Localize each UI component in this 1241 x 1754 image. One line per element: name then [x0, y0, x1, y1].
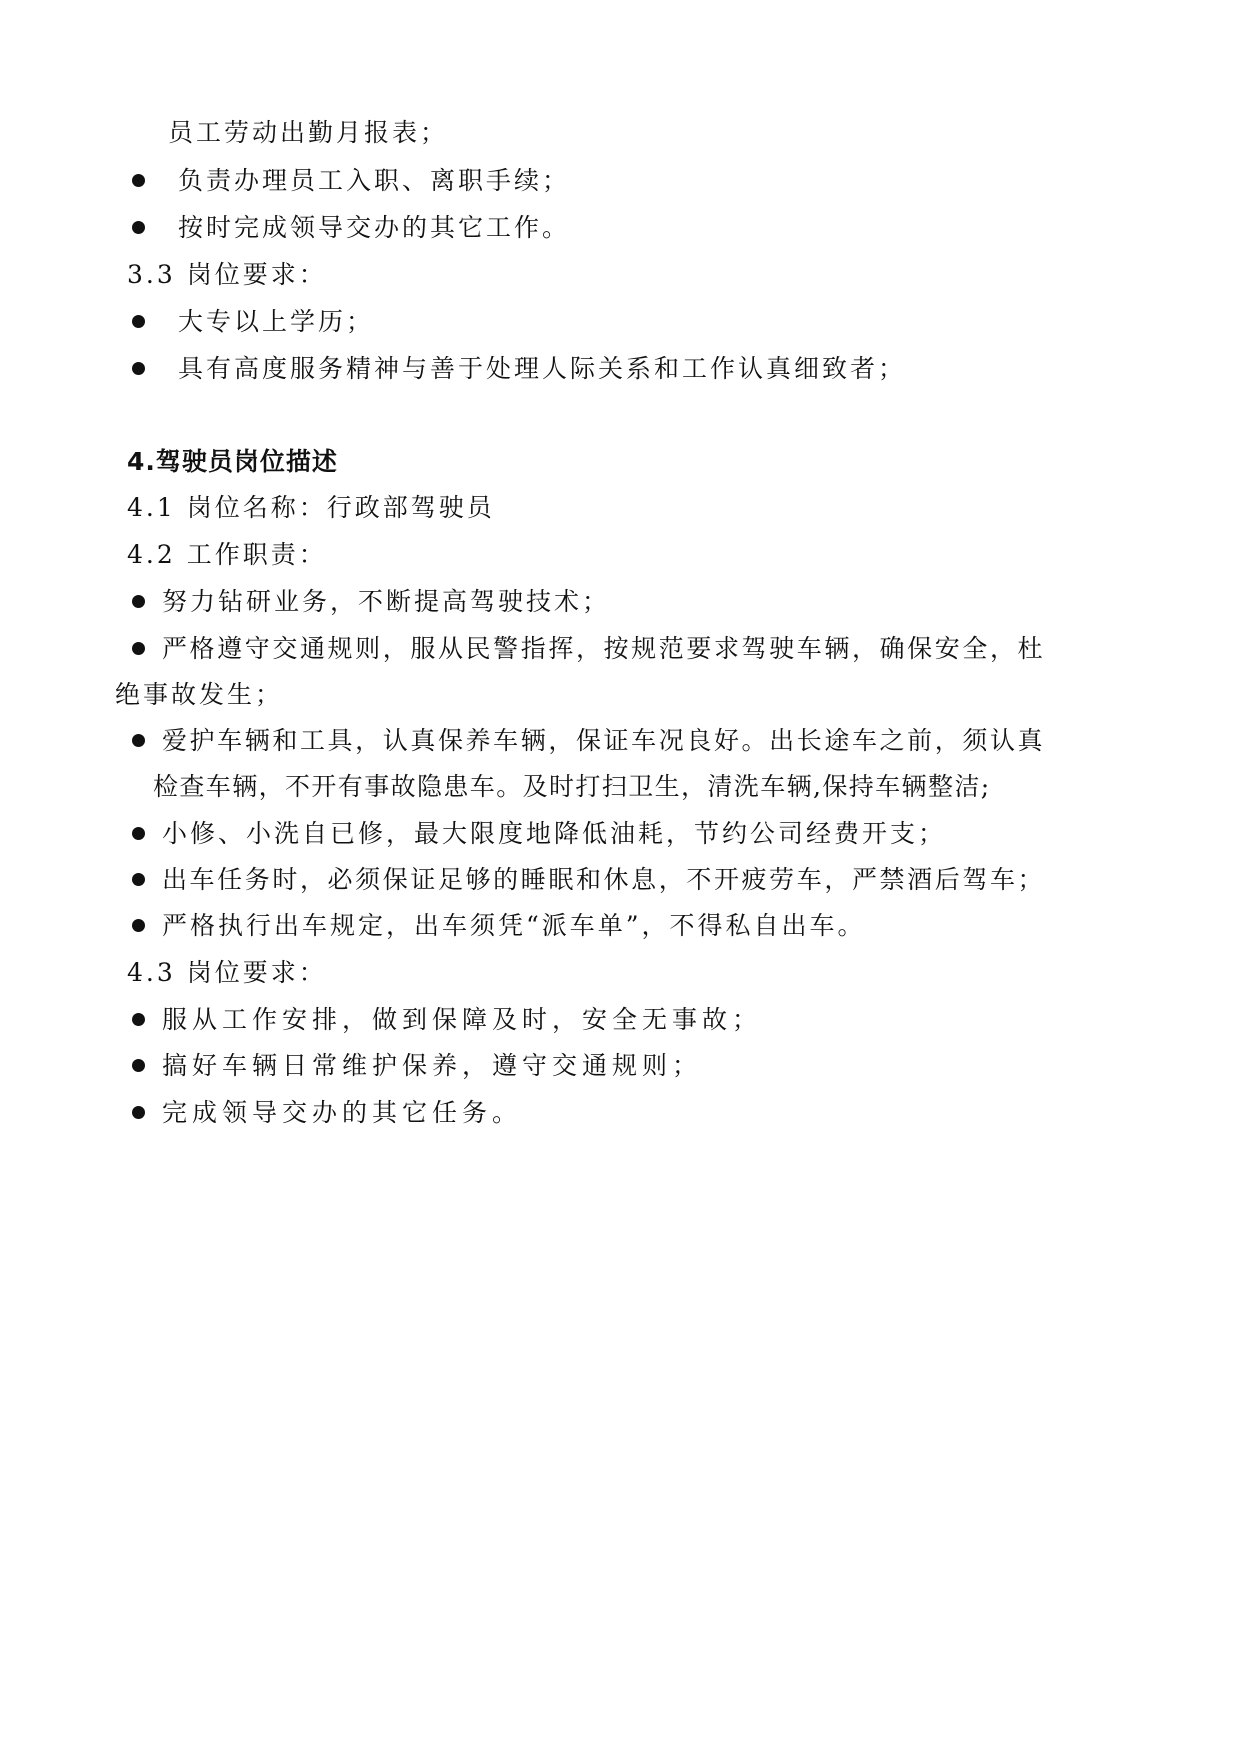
bullet-icon	[132, 873, 145, 886]
bullet-icon	[132, 315, 145, 328]
bullet-icon	[132, 1106, 145, 1119]
list-item: 大专以上学历；	[132, 309, 374, 334]
section-heading: 3.3 岗位要求：	[127, 260, 327, 289]
bullet-icon	[132, 642, 145, 655]
list-item: 出车任务时，必须保证足够的睡眠和休息，不开疲劳车，严禁酒后驾车；	[132, 867, 1045, 892]
list-item: 负责办理员工入职、离职手续；	[132, 168, 570, 193]
list-item: 严格遵守交通规则，服从民警指挥，按规范要求驾驶车辆，确保安全，杜	[132, 636, 1045, 661]
section-title: 4.驾驶员岗位描述	[127, 447, 338, 476]
list-item: 严格执行出车规定，出车须凭“派车单”，不得私自出车。	[132, 913, 866, 938]
bullet-icon	[132, 595, 145, 608]
list-item: 完成领导交办的其它任务。	[132, 1100, 522, 1125]
section-heading: 4.3 岗位要求：	[127, 958, 327, 987]
list-item: 努力钻研业务，不断提高驾驶技术；	[132, 589, 610, 614]
bullet-icon	[132, 1013, 145, 1026]
bullet-icon	[132, 919, 145, 932]
duty-continuation-text: 员工劳动出勤月报表；	[168, 118, 449, 147]
position-name: 4.1 岗位名称：行政部驾驶员	[127, 493, 495, 522]
list-item-continuation: 绝事故发生；	[115, 680, 284, 709]
bullet-icon	[132, 827, 145, 840]
list-item: 爱护车辆和工具，认真保养车辆，保证车况良好。出长途车之前，须认真	[132, 728, 1045, 753]
list-item: 按时完成领导交办的其它工作。	[132, 215, 570, 240]
list-item-continuation: 检查车辆，不开有事故隐患车。及时打扫卫生，清洗车辆,保持车辆整洁;	[153, 772, 991, 801]
list-item: 服从工作安排，做到保障及时，安全无事故；	[132, 1007, 762, 1032]
list-item: 搞好车辆日常维护保养，遵守交通规则；	[132, 1053, 702, 1078]
list-item: 具有高度服务精神与善于处理人际关系和工作认真细致者；	[132, 356, 906, 381]
bullet-icon	[132, 734, 145, 747]
bullet-icon	[132, 174, 145, 187]
bullet-icon	[132, 1059, 145, 1072]
bullet-icon	[132, 221, 145, 234]
section-heading: 4.2 工作职责：	[127, 540, 327, 569]
bullet-icon	[132, 362, 145, 375]
list-item: 小修、小洗自已修，最大限度地降低油耗，节约公司经费开支；	[132, 821, 946, 846]
